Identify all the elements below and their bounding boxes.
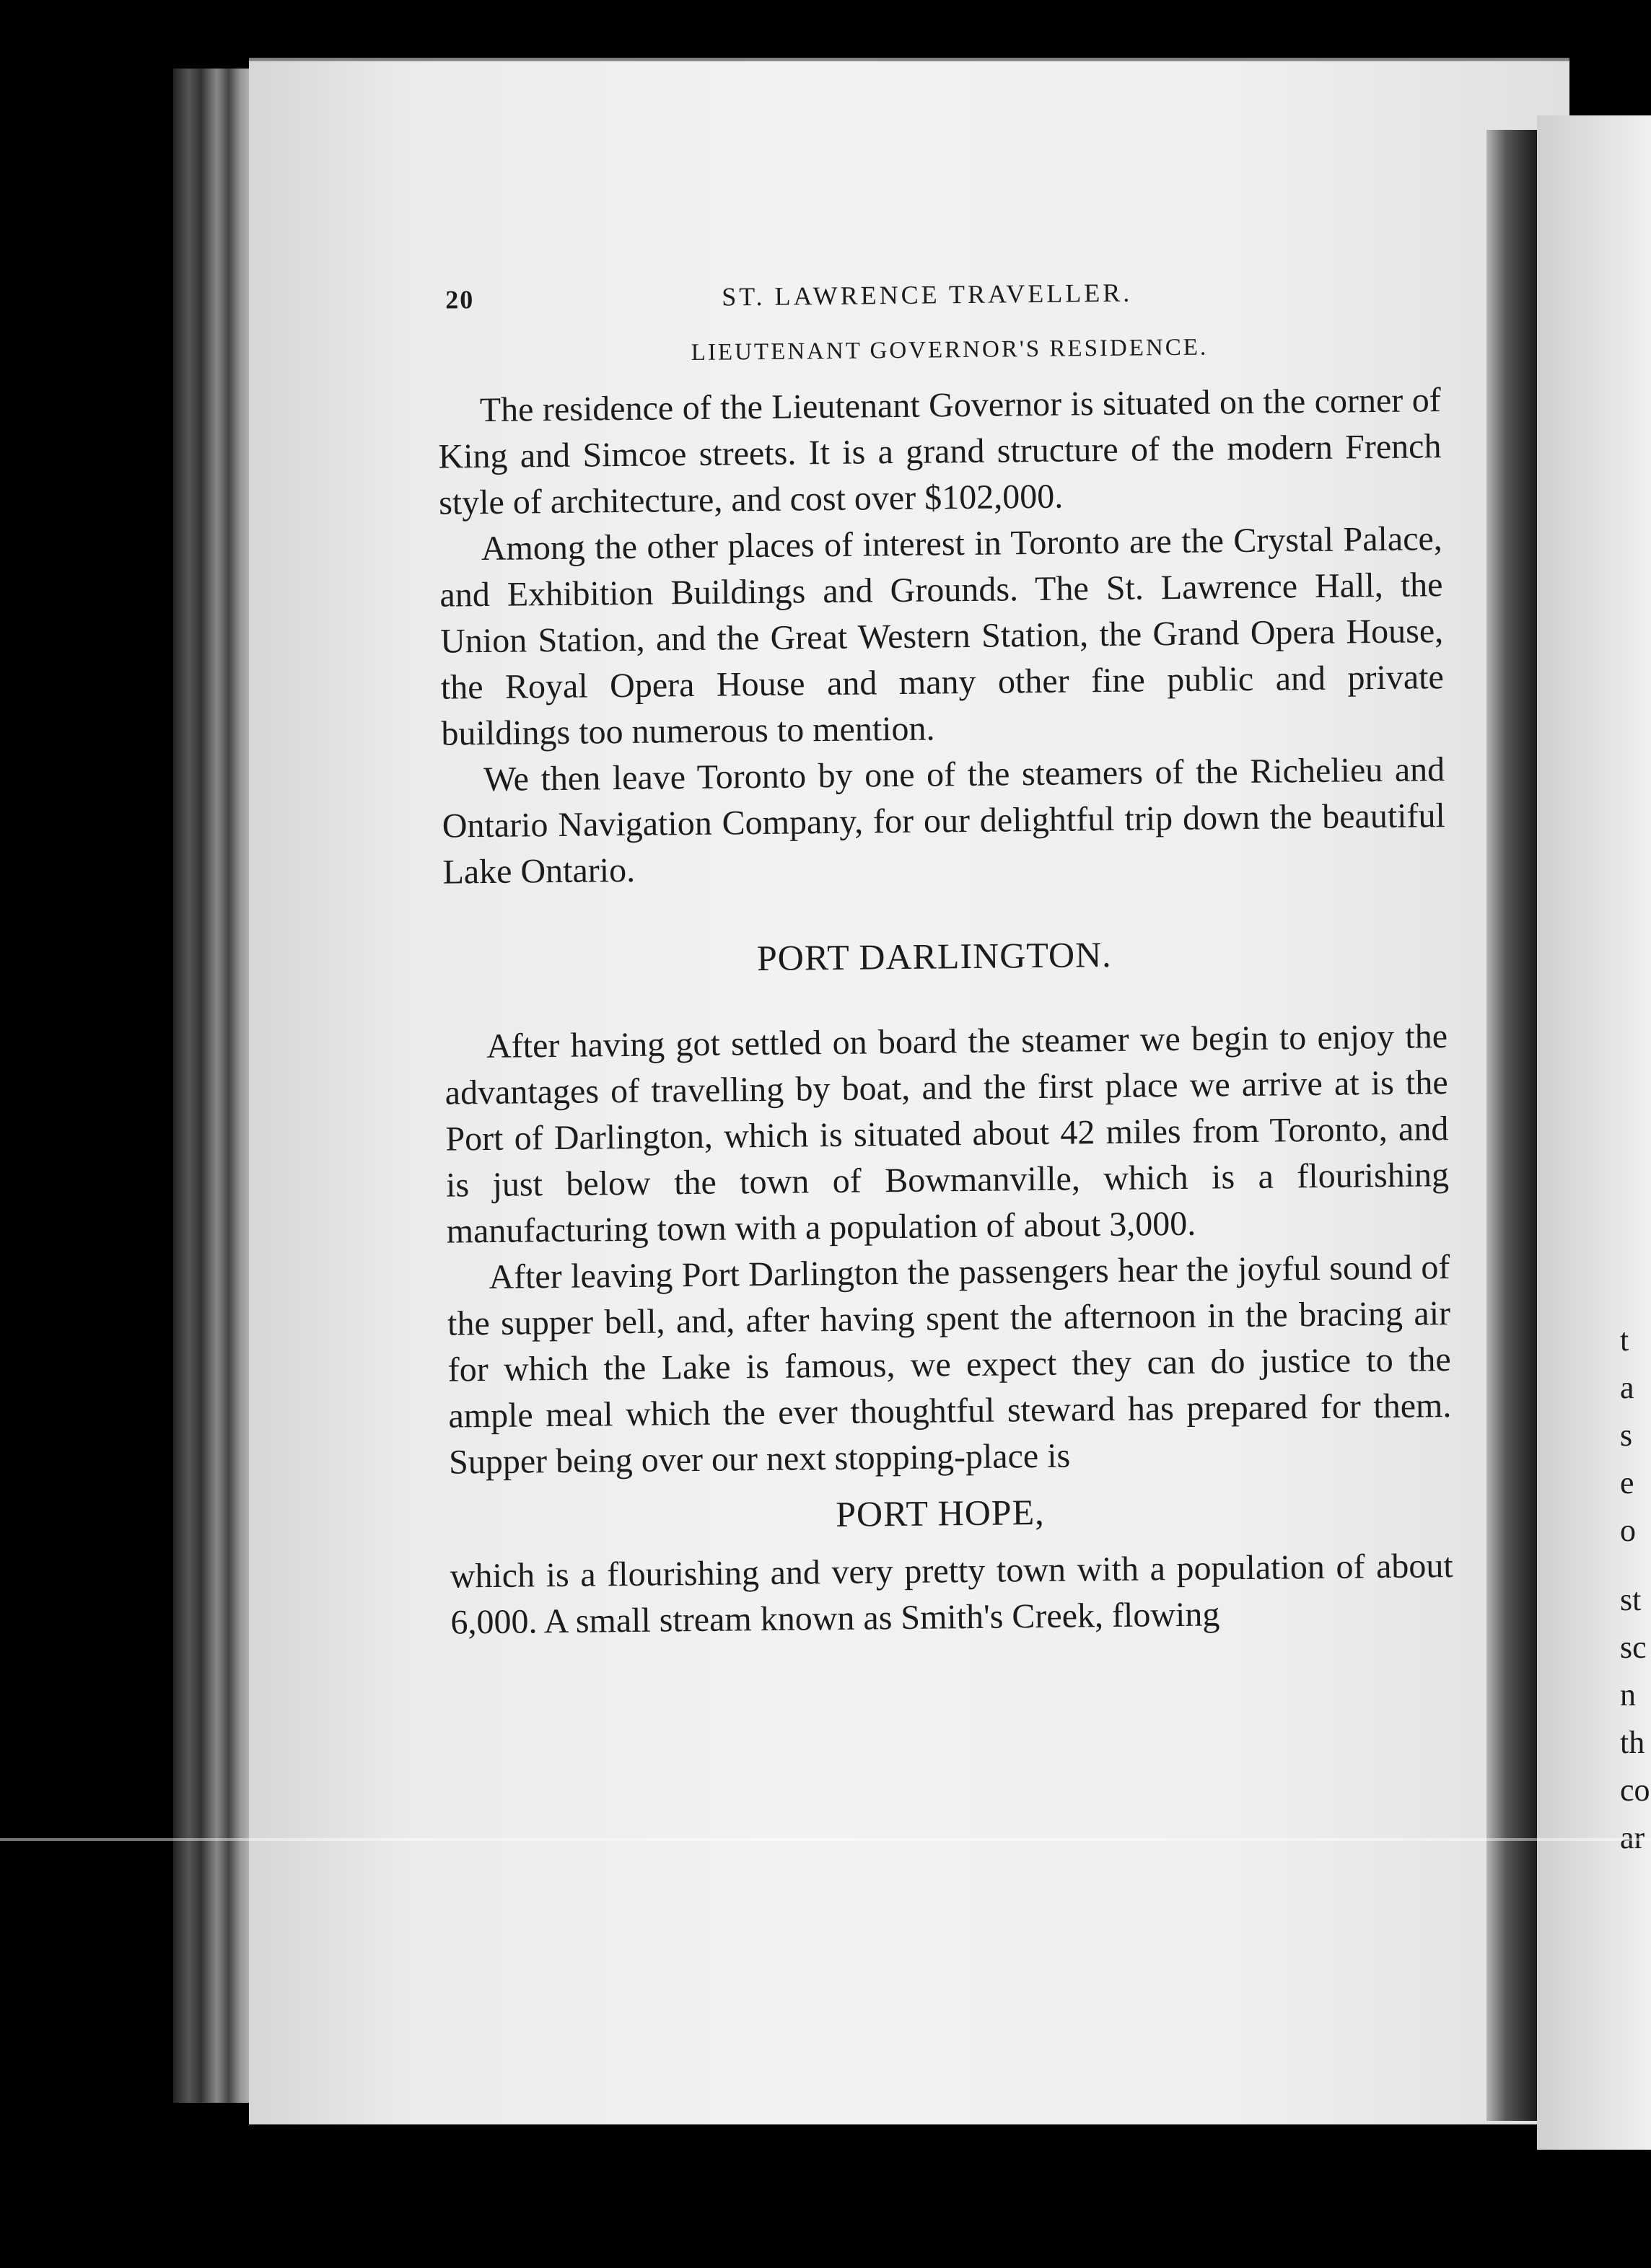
paragraph: The residence of the Lieutenant Governor is situated on the corner of King and Simcoe streets. It is a grand structure of the modern French style of architecture, and cost over $102,000.	[438, 381, 1442, 522]
facing-fragment: th	[1620, 1725, 1645, 1760]
facing-fragment: n	[1620, 1677, 1636, 1713]
paragraph: We then leave Toronto by one of the steamers of the Richelieu and Ontario Navigation Company, for our delightful trip down the beautiful Lake Ontario.	[442, 750, 1446, 892]
book-page-edges	[173, 69, 253, 2103]
facing-page-fragments	[1620, 1317, 1650, 1862]
facing-fragment: o	[1620, 1513, 1636, 1548]
facing-fragment: e	[1620, 1465, 1634, 1500]
section-heading: PORT HOPE,	[835, 1491, 1045, 1534]
paragraph: which is a flourishing and very pretty town with a population of about 6,000. A small stream known as Smith's Creek, flowing	[450, 1547, 1453, 1642]
facing-fragment: sc	[1620, 1630, 1647, 1665]
paragraph: After having got settled on board the steamer we begin to enjoy the advantages of travelling by boat, and the first place we arrive at is the Port of Darlington, which is situated about 42 miles from Toronto, and is just below the town of Bowmanville, which is a flourishing manufacturing town with a population of about 3,000.	[444, 1017, 1450, 1251]
scan-artifact-line	[0, 1838, 1651, 1841]
paragraph: After leaving Port Darlington the passengers hear the joyful sound of the supper bell, and, after having spent the afternoon in the bracing air for which the Lake is famous, we expect they can do justice to the ample meal which the ever thoughtful steward has prepared for them. Supper being over our next stopping-place is	[447, 1248, 1452, 1482]
facing-fragment: ar	[1620, 1820, 1645, 1855]
facing-fragment: t	[1620, 1322, 1629, 1358]
section-heading: PORT DARLINGTON.	[756, 933, 1112, 979]
facing-fragment: s	[1620, 1418, 1633, 1453]
facing-fragment: co	[1620, 1772, 1650, 1808]
running-title: ST. LAWRENCE TRAVELLER.	[721, 278, 1133, 312]
section-heading: LIEUTENANT GOVERNOR'S RESIDENCE.	[691, 334, 1209, 366]
facing-fragment: st	[1620, 1582, 1642, 1617]
facing-fragment: a	[1620, 1370, 1634, 1405]
paragraph: Among the other places of interest in Toronto are the Crystal Palace, and Exhibition Buildings and Grounds. The St. Lawrence Hall, the Union Station, and the Great Western Station, the Grand Opera House, the Royal Opera House and many other fine public and private buildings too numerous to mention.	[439, 519, 1445, 753]
page-content	[415, 274, 1454, 1646]
gutter-shadow	[1486, 130, 1537, 2121]
page-number: 20	[445, 285, 475, 315]
